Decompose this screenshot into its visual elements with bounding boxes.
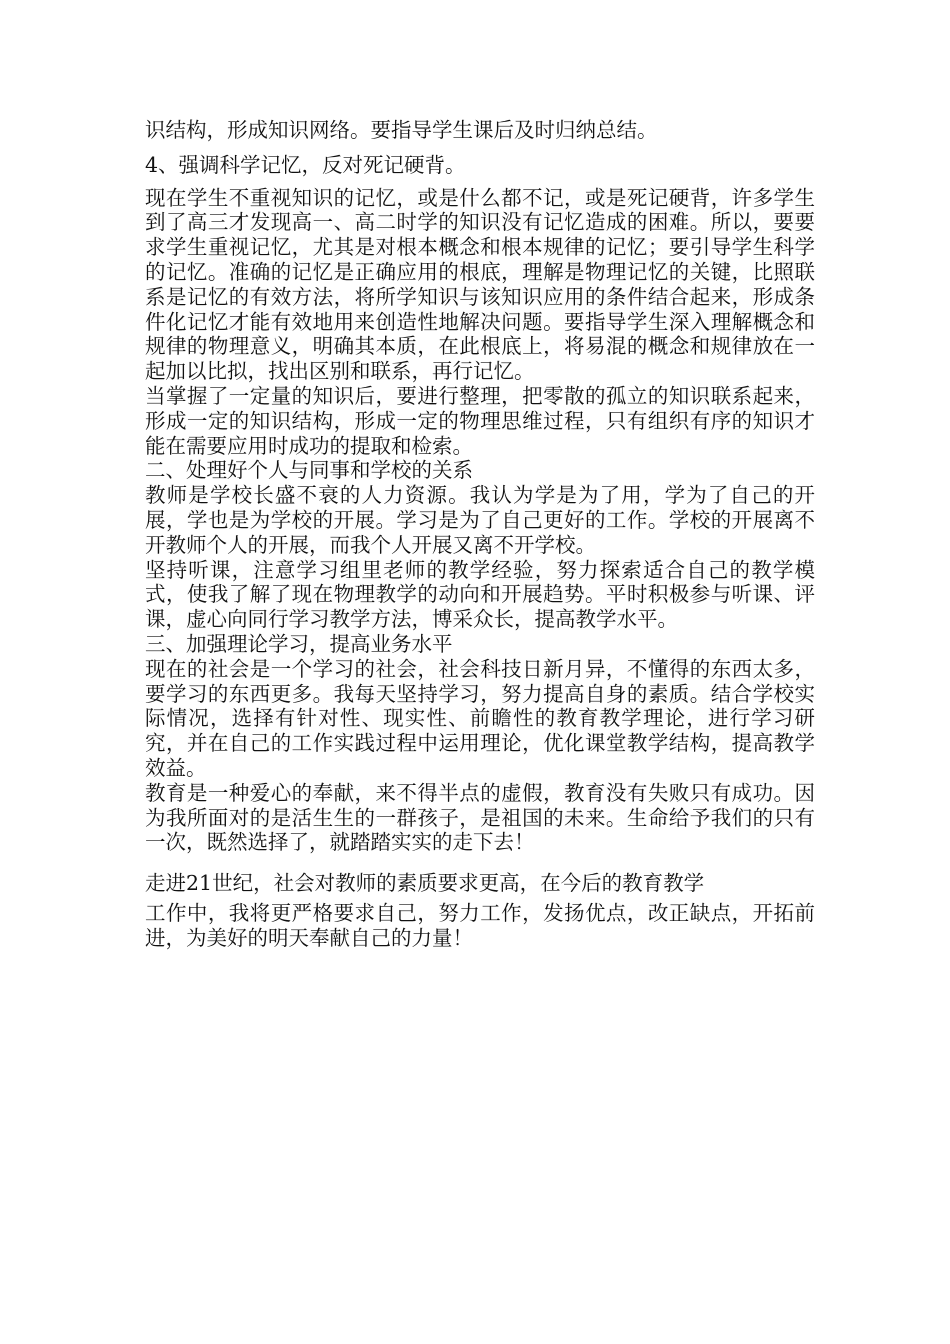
paragraph-1: 识结构，形成知识网络。要指导学生课后及时归纳总结。	[145, 118, 658, 142]
paragraph-education-love: 教育是一种爱心的奉献，来不得半点的虚假，教育没有失败只有成功。因为我所面对的是活生生的一群孩子，是祖国的未来。生命给予我们的只有一次，既然选择了，就踏踏实实的走下去！	[145, 780, 815, 855]
paragraph-memory: 现在学生不重视知识的记忆，或是什么都不记，或是死记硬背，许多学生到了高三才发现高一、高二时学的知识没有记忆造成的困难。所以，要要求学生重视记忆，尤其是对根本概念和根本规律的记忆；要引导学生科学的记忆。准确的记忆是正确应用的根底，理解是物理记忆的关键，比照联系是记忆的有效方法，将所学知识与该知识应用的条件结合起来，形成条件化记忆才能有效地用来创造性地解决问题。要指导学生深入理解概念和规律的物理意义，明确其本质，在此根底上，将易混的概念和规律放在一起加以比拟，找出区别和联系，再行记忆。	[145, 185, 815, 384]
section-heading-2: 二、处理好个人与同事和学校的关系	[145, 458, 473, 483]
paragraph-organize: 当掌握了一定量的知识后，要进行整理，把零散的孤立的知识联系起来，形成一定的知识结构，形成一定的物理思维过程，只有组织有序的知识才能在需要应用时成功的提取和检索。	[145, 383, 815, 458]
heading-memory: 4、强调科学记忆，反对死记硬背。	[145, 152, 466, 177]
paragraph-21st-century: 走进21世纪，社会对教师的素质要求更高，在今后的教育教学	[145, 871, 705, 896]
paragraph-observe-classes: 坚持听课，注意学习组里老师的教学经验，努力探索适合自己的教学模式，使我了解了现在物理教学的动向和开展趋势。平时积极参与听课、评课，虚心向同行学习教学方法，博采众长，提高教学水平。	[145, 557, 815, 632]
paragraph-closing: 工作中，我将更严格要求自己，努力工作，发扬优点，改正缺点，开拓前进，为美好的明天奉献自己的力量！	[145, 901, 815, 950]
section-heading-3: 三、加强理论学习，提高业务水平	[145, 631, 453, 656]
paragraph-learning-society: 现在的社会是一个学习的社会，社会科技日新月异，不懂得的东西太多，要学习的东西更多。我每天坚持学习，努力提高自身的素质。结合学校实际情况，选择有针对性、现实性、前瞻性的教育教学理论，进行学习研究，并在自己的工作实践过程中运用理论，优化课堂教学结构，提高教学效益。	[145, 656, 815, 780]
document-body	[145, 118, 815, 951]
paragraph-teacher-resource: 教师是学校长盛不衰的人力资源。我认为学是为了用，学为了自己的开展，学也是为学校的开展。学习是为了自己更好的工作。学校的开展离不开教师个人的开展，而我个人开展又离不开学校。	[145, 483, 815, 557]
